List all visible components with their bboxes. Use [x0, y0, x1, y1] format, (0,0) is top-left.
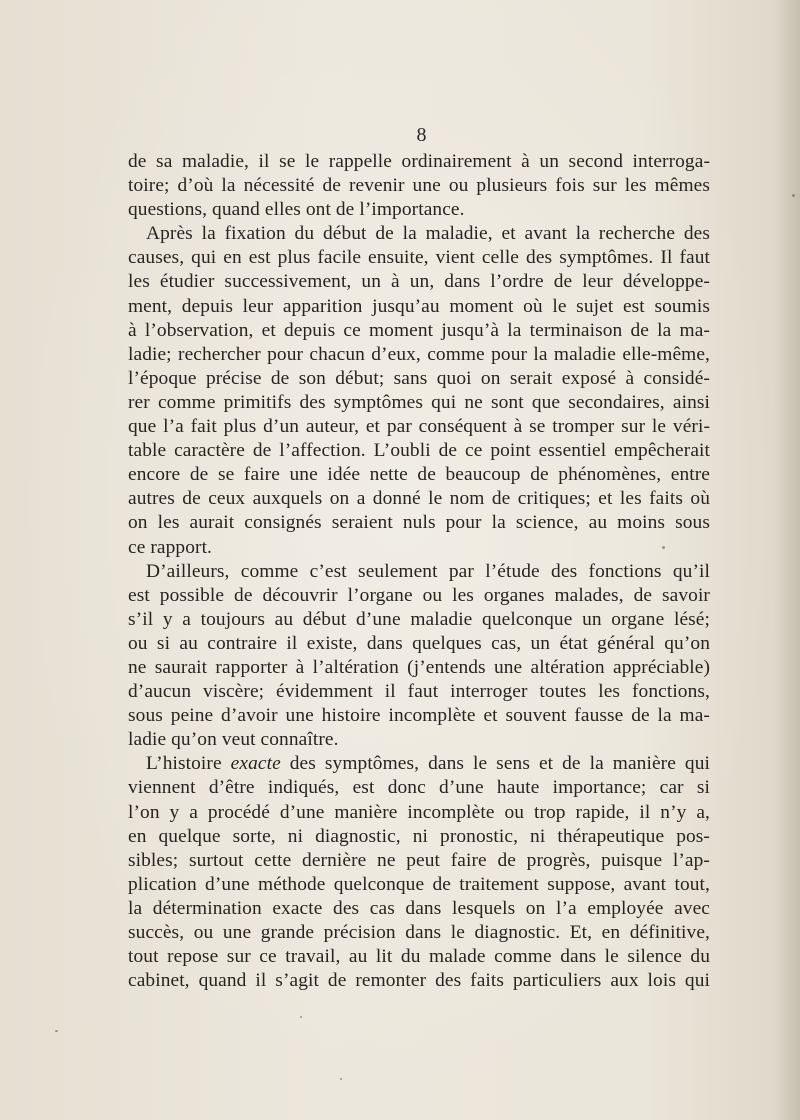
- paper-speck: [662, 546, 665, 549]
- text-line: on les aurait consignés seraient nuls pour la science, au moins sous: [128, 512, 710, 534]
- paper-speck: [55, 1030, 58, 1032]
- paper-speck: [340, 1078, 342, 1080]
- text-line: l’époque précise de son début; sans quoi on serait exposé à considé-: [128, 367, 710, 389]
- line-lead: L’histoire: [146, 753, 222, 775]
- text-line: ladie qu’on veut connaître.: [128, 729, 339, 751]
- text-line: ment, depuis leur apparition jusqu’au moment où le sujet est soumis: [128, 295, 710, 317]
- text-line: tout repose sur ce travail, au lit du malade comme dans le silence du: [128, 946, 710, 968]
- text-line: à l’observation, et depuis ce moment jusqu’à la terminaison de la ma-: [128, 319, 710, 341]
- text-line: questions, quand elles ont de l’importance.: [128, 199, 465, 221]
- text-line: d’aucun viscère; évidemment il faut interroger toutes les fonctions,: [128, 681, 710, 703]
- text-line: est possible de découvrir l’organe ou les organes malades, de savoir: [128, 584, 710, 606]
- text-line: table caractère de l’affection. L’oubli de ce point essentiel empêcherait: [128, 440, 710, 462]
- text-line: ladie; rechercher pour chacun d’eux, comme pour la maladie elle-même,: [128, 343, 710, 365]
- text-line: D’ailleurs, comme c’est seulement par l’étude des fonctions qu’il: [146, 560, 710, 582]
- text-line: rer comme primitifs des symptômes qui ne sont que secondaires, ainsi: [128, 391, 710, 413]
- text-line: cabinet, quand il s’agit de remonter des faits particuliers aux lois qui: [128, 970, 710, 992]
- text-line: de sa maladie, il se le rappelle ordinairement à un second interroga-: [128, 151, 710, 172]
- page-edge-shadow: [774, 0, 800, 1120]
- text-line: l’on y a procédé d’une manière incomplète ou trop rapide, il n’y a,: [128, 801, 710, 823]
- text-line: sibles; surtout cette dernière ne peut faire de progrès, puisque l’ap-: [128, 849, 710, 871]
- page-number: 8: [416, 124, 427, 146]
- text-line: la détermination exacte des cas dans lesquels on l’a employée avec: [128, 897, 710, 919]
- text-line: causes, qui en est plus facile ensuite, vient celle des symptômes. Il faut: [128, 247, 710, 269]
- text-line: ou si au contraire il existe, dans quelques cas, un état général qu’on: [128, 632, 710, 654]
- text-line: encore de se faire une idée nette de beaucoup de phénomènes, entre: [128, 464, 710, 486]
- text-line: autres de ceux auxquels on a donné le nom de critiques; et les faits où: [128, 488, 710, 510]
- text-line: en quelque sorte, ni diagnostic, ni pronostic, ni thérapeutique pos-: [128, 825, 710, 847]
- emphasized-word: exacte: [230, 753, 281, 775]
- line-rest: des symptômes, dans le sens et de la manière qui: [289, 753, 710, 775]
- body-text: [128, 150, 710, 993]
- text-line: viennent d’être indiqués, est donc d’une haute importance; car si: [128, 777, 710, 799]
- text-line: succès, ou une grande précision dans le diagnostic. Et, en définitive,: [128, 922, 710, 943]
- text-line: ne saurait rapporter à l’altération (j’entends une altération appréciable): [128, 656, 710, 678]
- text-line: sous peine d’avoir une histoire incomplète et souvent fausse de la ma-: [128, 705, 710, 727]
- text-line: les étudier successivement, un à un, dans l’ordre de leur développe-: [128, 271, 710, 293]
- paper-speck: [792, 194, 795, 197]
- text-line: [128, 752, 710, 776]
- text-line: Après la fixation du début de la maladie, et avant la recherche des: [146, 223, 710, 245]
- text-line: que l’a fait plus d’un auteur, et par conséquent à se tromper sur le véri-: [128, 416, 710, 438]
- paper-speck: [300, 1016, 302, 1018]
- text-line: plication d’une méthode quelconque de traitement suppose, avant tout,: [128, 873, 710, 895]
- text-line: s’il y a toujours au début d’une maladie quelconque un organe lésé;: [128, 608, 710, 630]
- text-line: toire; d’où la nécessité de revenir une ou plusieurs fois sur les mêmes: [128, 175, 710, 197]
- text-line: ce rapport.: [128, 536, 213, 558]
